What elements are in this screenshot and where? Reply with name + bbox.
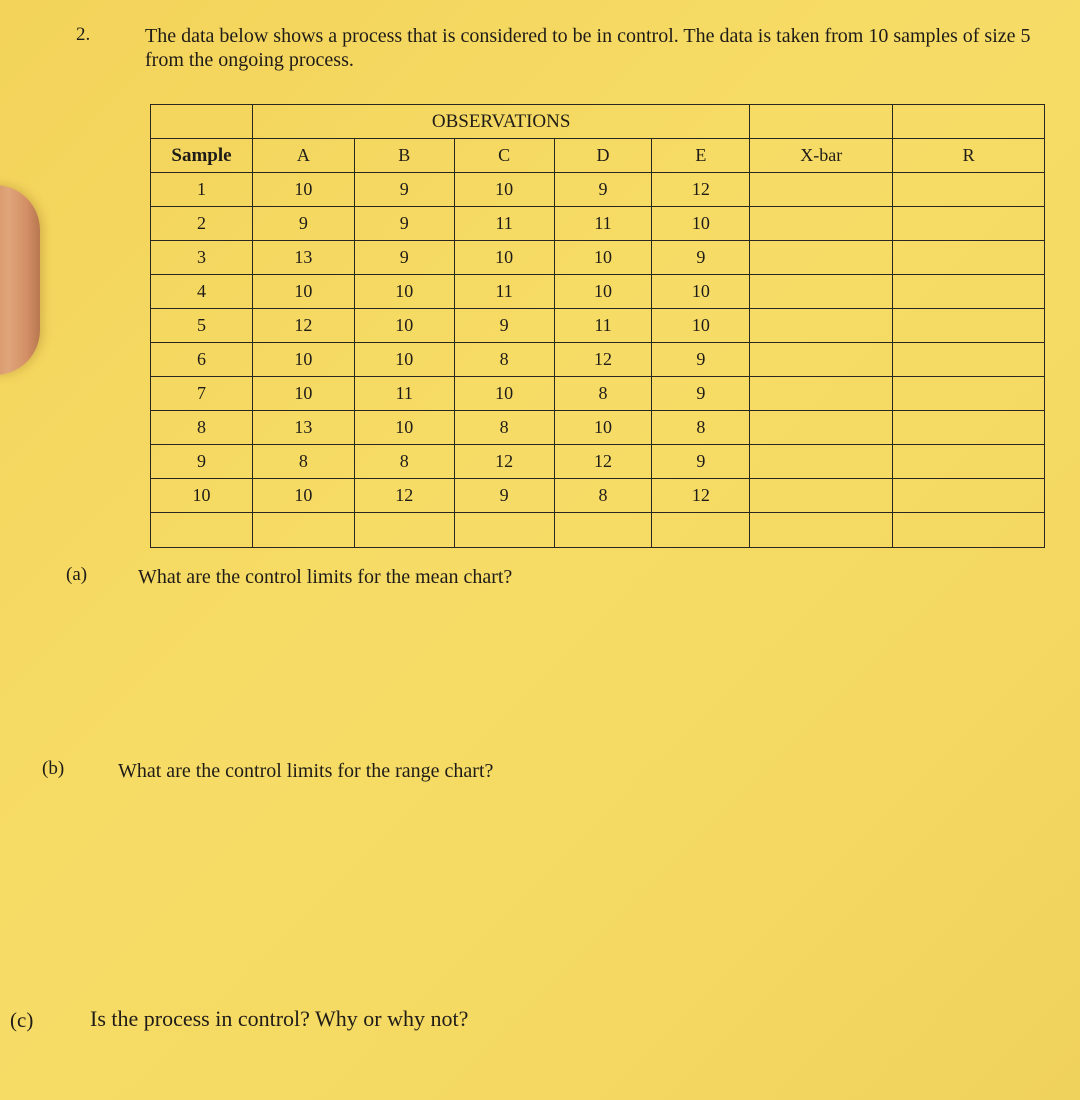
table-cell-b: 9	[354, 241, 454, 275]
table-group-header-row	[151, 105, 1045, 139]
table-row	[151, 343, 1045, 377]
table-cell-a: 8	[252, 445, 354, 479]
table-cell-sample: 2	[151, 207, 253, 241]
table-cell-e: 10	[652, 207, 750, 241]
part-c-question: Is the process in control? Why or why not?	[90, 1006, 469, 1031]
table-cell-c: 10	[454, 173, 554, 207]
table-cell-a: 10	[252, 173, 354, 207]
column-header-d: D	[554, 139, 652, 173]
table-cell-sample: 9	[151, 445, 253, 479]
table-cell-c: 8	[454, 343, 554, 377]
table-cell-r-empty	[893, 275, 1045, 309]
table-cell-x-bar-empty	[750, 445, 893, 479]
table-cell-c: 8	[454, 411, 554, 445]
table-cell-empty	[893, 105, 1045, 139]
table-cell-a: 13	[252, 411, 354, 445]
table-cell-d: 8	[554, 377, 652, 411]
table-cell-empty	[750, 513, 893, 548]
table-row	[151, 173, 1045, 207]
question-number: 2.	[76, 24, 91, 45]
table-cell-e: 9	[652, 241, 750, 275]
table-cell-empty	[151, 513, 253, 548]
table-cell-r-empty	[893, 207, 1045, 241]
table-row	[151, 479, 1045, 513]
table-cell-a: 10	[252, 479, 354, 513]
table-cell-e: 10	[652, 309, 750, 343]
table-cell-d: 10	[554, 275, 652, 309]
table-row	[151, 411, 1045, 445]
table-cell-x-bar-empty	[750, 173, 893, 207]
observations-header: OBSERVATIONS	[252, 105, 749, 139]
column-header-c: C	[454, 139, 554, 173]
table-cell-c: 9	[454, 479, 554, 513]
table-cell-sample: 1	[151, 173, 253, 207]
table-cell-a: 9	[252, 207, 354, 241]
table-cell-a: 13	[252, 241, 354, 275]
table-cell-r-empty	[893, 479, 1045, 513]
table-cell-c: 11	[454, 275, 554, 309]
table-row	[151, 445, 1045, 479]
table-cell-b: 9	[354, 207, 454, 241]
table-cell-b: 10	[354, 411, 454, 445]
table-blank-row	[151, 513, 1045, 548]
column-header-a: A	[252, 139, 354, 173]
observations-table	[150, 104, 1045, 548]
table-cell-empty	[252, 513, 354, 548]
table-cell-x-bar-empty	[750, 343, 893, 377]
table-cell-a: 12	[252, 309, 354, 343]
table-cell-r-empty	[893, 343, 1045, 377]
table-cell-r-empty	[893, 173, 1045, 207]
table-row	[151, 377, 1045, 411]
table-cell-e: 12	[652, 173, 750, 207]
table-cell-d: 11	[554, 309, 652, 343]
table-cell-x-bar-empty	[750, 275, 893, 309]
table-column-header-row	[151, 139, 1045, 173]
table-cell-c: 12	[454, 445, 554, 479]
column-header-sample: Sample	[151, 139, 253, 173]
table-cell-x-bar-empty	[750, 309, 893, 343]
table-cell-r-empty	[893, 377, 1045, 411]
table-row	[151, 275, 1045, 309]
column-header-x-bar: X-bar	[750, 139, 893, 173]
table-cell-sample: 5	[151, 309, 253, 343]
table-cell-b: 10	[354, 343, 454, 377]
part-b-question: What are the control limits for the range chart?	[118, 760, 494, 782]
table-cell-c: 9	[454, 309, 554, 343]
table-cell-empty	[652, 513, 750, 548]
table-cell-e: 10	[652, 275, 750, 309]
table-cell-sample: 8	[151, 411, 253, 445]
table-cell-empty	[151, 105, 253, 139]
table-cell-d: 11	[554, 207, 652, 241]
table-cell-r-empty	[893, 445, 1045, 479]
table-cell-x-bar-empty	[750, 377, 893, 411]
table-cell-e: 12	[652, 479, 750, 513]
table-cell-d: 8	[554, 479, 652, 513]
table-cell-b: 12	[354, 479, 454, 513]
table-cell-x-bar-empty	[750, 207, 893, 241]
table-row	[151, 241, 1045, 275]
table-cell-e: 9	[652, 377, 750, 411]
table-cell-c: 11	[454, 207, 554, 241]
table-cell-r-empty	[893, 411, 1045, 445]
table-cell-sample: 4	[151, 275, 253, 309]
table-row	[151, 309, 1045, 343]
table-cell-a: 10	[252, 343, 354, 377]
table-cell-e: 9	[652, 445, 750, 479]
table-cell-sample: 3	[151, 241, 253, 275]
table-cell-d: 12	[554, 445, 652, 479]
part-a-question: What are the control limits for the mean chart?	[138, 566, 513, 588]
table-row	[151, 207, 1045, 241]
table-cell-c: 10	[454, 241, 554, 275]
table-cell-d: 9	[554, 173, 652, 207]
table-cell-empty	[454, 513, 554, 548]
table-cell-r-empty	[893, 241, 1045, 275]
table-cell-d: 12	[554, 343, 652, 377]
table-cell-a: 10	[252, 275, 354, 309]
table-cell-empty	[893, 513, 1045, 548]
table-cell-e: 9	[652, 343, 750, 377]
table-cell-x-bar-empty	[750, 241, 893, 275]
table-cell-sample: 6	[151, 343, 253, 377]
table-cell-b: 11	[354, 377, 454, 411]
table-cell-d: 10	[554, 241, 652, 275]
table-cell-empty	[750, 105, 893, 139]
table-cell-e: 8	[652, 411, 750, 445]
question-text: The data below shows a process that is considered to be in control. The data is taken from 10 samples of size 5 from the ongoing process.	[145, 25, 1031, 71]
column-header-r: R	[893, 139, 1045, 173]
thumb-in-photo	[0, 185, 40, 375]
table-cell-b: 10	[354, 275, 454, 309]
column-header-b: B	[354, 139, 454, 173]
table-cell-a: 10	[252, 377, 354, 411]
part-a-label: (a)	[66, 564, 88, 585]
table-cell-b: 10	[354, 309, 454, 343]
table-cell-empty	[554, 513, 652, 548]
table-cell-r-empty	[893, 309, 1045, 343]
table-cell-x-bar-empty	[750, 411, 893, 445]
table-cell-sample: 10	[151, 479, 253, 513]
table-cell-b: 8	[354, 445, 454, 479]
column-header-e: E	[652, 139, 750, 173]
table-cell-sample: 7	[151, 377, 253, 411]
table-cell-c: 10	[454, 377, 554, 411]
part-b-label: (b)	[42, 758, 65, 779]
table-cell-d: 10	[554, 411, 652, 445]
part-c-label: (c)	[10, 1008, 34, 1032]
table-cell-x-bar-empty	[750, 479, 893, 513]
table-cell-empty	[354, 513, 454, 548]
table-cell-b: 9	[354, 173, 454, 207]
